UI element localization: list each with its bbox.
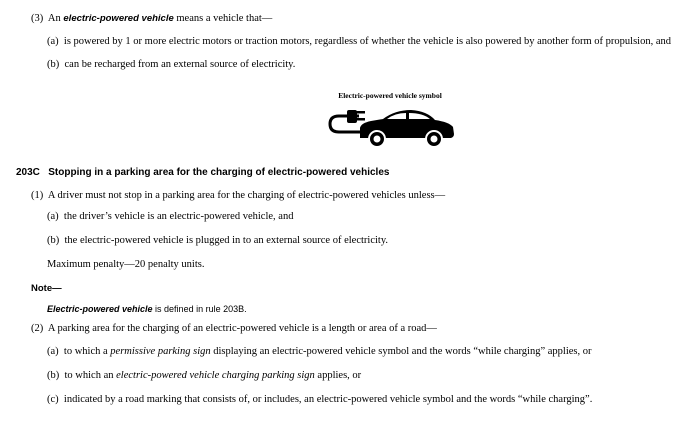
item-text: is powered by 1 or more electric motors or traction motors, regardless of whether the vehicle is also powered by another form of propulsion, and — [63, 36, 671, 47]
item-text-pre: to which a — [63, 346, 111, 357]
subrule-3-item-b — [47, 58, 295, 72]
note-text — [47, 302, 247, 316]
item-number: (b) — [47, 59, 60, 70]
item-text-post: applies, or — [314, 370, 362, 381]
subrule-3-item-a — [47, 35, 671, 49]
item-text: the driver’s vehicle is an electric-powered vehicle, and — [63, 211, 294, 222]
rule-heading — [16, 166, 389, 180]
definition-tail: means a vehicle that— — [173, 13, 273, 24]
sign-name: electric-powered vehicle charging parking sign — [116, 370, 315, 381]
note-tail: is defined in rule 203B. — [152, 304, 247, 314]
subrule-2 — [31, 322, 437, 336]
subrule-number: (2) — [31, 323, 44, 334]
rule-number: 203C — [16, 167, 40, 178]
subrule-text: A parking area for the charging of an electric-powered vehicle is a length or area of a road— — [47, 323, 437, 334]
subrule-2-item-a — [47, 345, 592, 359]
item-number: (b) — [47, 370, 60, 381]
item-text: the electric-powered vehicle is plugged in to an external source of electricity. — [64, 235, 389, 246]
defined-term: electric-powered vehicle — [63, 13, 174, 24]
item-number: (b) — [47, 235, 60, 246]
subrule-text: A driver must not stop in a parking area for the charging of electric-powered vehicles unless— — [47, 190, 446, 201]
penalty-text: Maximum penalty—20 penalty units. — [47, 259, 205, 270]
rule-title: Stopping in a parking area for the charging of electric-powered vehicles — [48, 167, 390, 178]
item-number: (a) — [47, 346, 59, 357]
item-text: indicated by a road marking that consists of, or includes, an electric-powered vehicle symbol and the words “while charging”. — [63, 394, 593, 405]
note-label: Note— — [31, 283, 62, 294]
subrule-1-item-a — [47, 210, 293, 224]
item-text-post: displaying an electric-powered vehicle symbol and the words “while charging” applies, or — [210, 346, 592, 357]
symbol-caption: Electric-powered vehicle symbol — [338, 91, 442, 100]
subrule-2-item-b — [47, 369, 361, 383]
subrule-2-item-c — [47, 393, 592, 407]
sign-name: permissive parking sign — [110, 346, 211, 357]
item-text-pre: to which an — [64, 370, 117, 381]
definition-intro: An — [47, 13, 64, 24]
item-number: (a) — [47, 211, 59, 222]
note-term: Electric-powered vehicle — [47, 304, 153, 314]
subrule-3 — [31, 12, 272, 26]
subrule-1 — [31, 189, 445, 203]
item-number: (a) — [47, 36, 59, 47]
item-number: (c) — [47, 394, 59, 405]
item-text: can be recharged from an external source of electricity. — [64, 59, 296, 70]
subrule-number: (3) — [31, 13, 44, 24]
subrule-number: (1) — [31, 190, 44, 201]
electric-vehicle-symbol-icon — [327, 101, 457, 149]
subrule-1-item-b — [47, 234, 388, 248]
